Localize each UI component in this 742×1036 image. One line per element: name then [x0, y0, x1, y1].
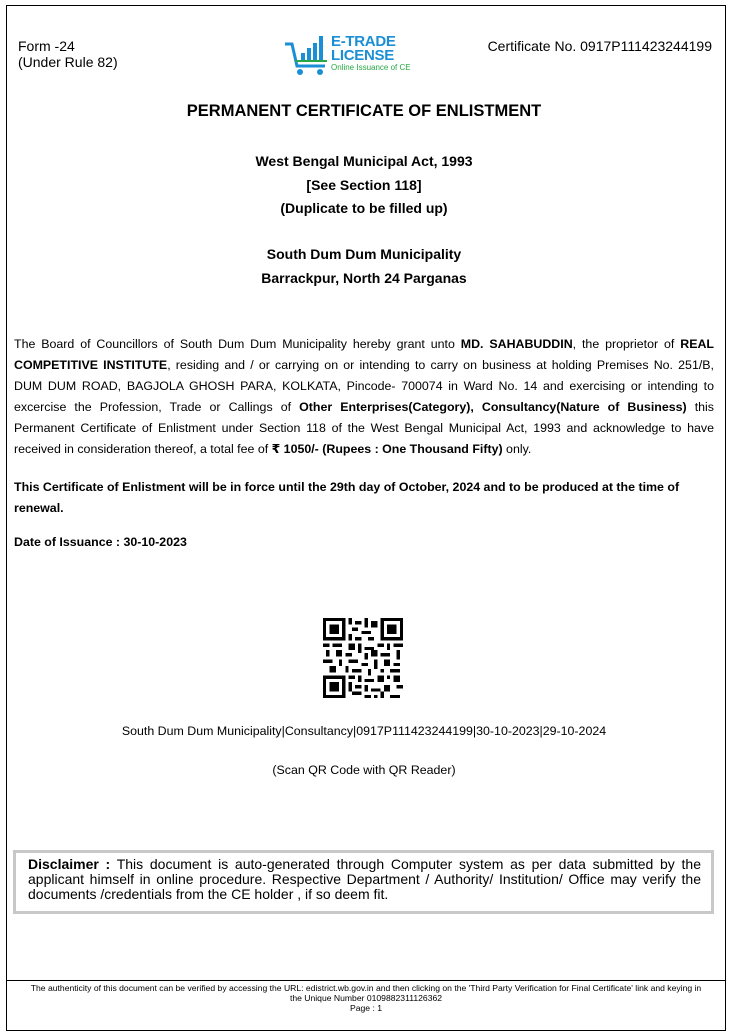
- municipality-name: South Dum Dum Municipality: [266, 246, 462, 262]
- act-line2: [See Section 118]: [306, 176, 422, 193]
- grant-text-1: The Board of Councillors of South Dum Dum Municipality hereby grant unto: [14, 337, 461, 351]
- act-line3: (Duplicate to be filled up): [280, 200, 448, 216]
- business-name: REAL COMPETITIVE INSTITUTE: [14, 337, 714, 372]
- disclaimer-label: Disclaimer :: [28, 856, 111, 872]
- page-title: PERMANENT CERTIFICATE OF ENLISTMENT: [186, 102, 542, 120]
- rule-label: (Under Rule 82): [18, 54, 118, 70]
- act-block: [0, 150, 728, 221]
- logo-tagline: Online Issuance of CE: [331, 63, 411, 72]
- municipality-block: [0, 243, 728, 290]
- municipality-location: Barrackpur, North 24 Parganas: [261, 269, 467, 286]
- certificate-number: Certificate No. 0917P111423244199: [487, 38, 712, 54]
- footer: [10, 983, 722, 1013]
- grant-text-4: this Permanent Certificate of Enlistment under Section 118 of the West Bengal Municipal Act, 1993 and acknowledge to have received in consideration thereof, a total fee of: [14, 400, 714, 456]
- grant-text-5: only.: [502, 442, 532, 456]
- footer-verification-text: The authenticity of this document can be verified by accessing the URL: edistrict.wb.gov.in and then clicking on the 'Third Party Verification for Final Certificate' link and keying in: [30, 983, 702, 993]
- qr-summary-line: South Dum Dum Municipality|Consultancy|0917P111423244199|30-10-2023|29-10-2024: [121, 724, 607, 738]
- grant-text-3: , residing and / or carrying on or intending to carry on business at holding Premises No. 251/B, DUM DUM ROAD, BAGJOLA GHOSH PARA, KOLKATA, Pincode- 700074 in Ward No. 14 and exercising or intending to excercise the Profession, Trade or Callings of: [14, 358, 714, 414]
- disclaimer-text: This document is auto-generated through Computer system as per data submitted by the applicant himself in online procedure. Respective Department / Authority/ Institution/ Office may verify the documents /credentials from the CE holder , if so deem fit.: [28, 856, 701, 902]
- footer-page-number: Page : 1: [349, 1003, 382, 1013]
- form-number: [18, 38, 118, 70]
- fee-amount: ₹ 1050/- (Rupees : One Thousand Fifty): [271, 442, 503, 456]
- act-line1: West Bengal Municipal Act, 1993: [255, 153, 473, 169]
- business-nature: Other Enterprises(Category), Consultancy(Nature of Business): [299, 400, 687, 414]
- logo-line1: E-TRADE: [331, 33, 396, 50]
- shopping-cart-chart-icon: [283, 34, 331, 80]
- proprietor-name: MD. SAHABUDDIN: [460, 337, 573, 351]
- footer-unique-number: the Unique Number 0109882311126362: [289, 993, 443, 1003]
- footer-divider: [6, 980, 726, 981]
- qr-code-icon: [323, 618, 403, 698]
- etrade-license-logo: [283, 32, 413, 82]
- qr-scan-hint: (Scan QR Code with QR Reader): [272, 763, 456, 777]
- grant-text-2: , the proprietor of: [572, 337, 681, 351]
- logo-line2: LICENSE: [331, 47, 394, 64]
- grant-paragraph: [14, 334, 714, 460]
- validity-statement: This Certificate of Enlistment will be in force until the 29th day of October, 2024 and to be produced at the time of renewal.: [14, 480, 680, 515]
- form-label: Form -24: [18, 38, 75, 54]
- issuance-date: Date of Issuance : 30-10-2023: [14, 535, 187, 549]
- disclaimer-box: [13, 850, 714, 914]
